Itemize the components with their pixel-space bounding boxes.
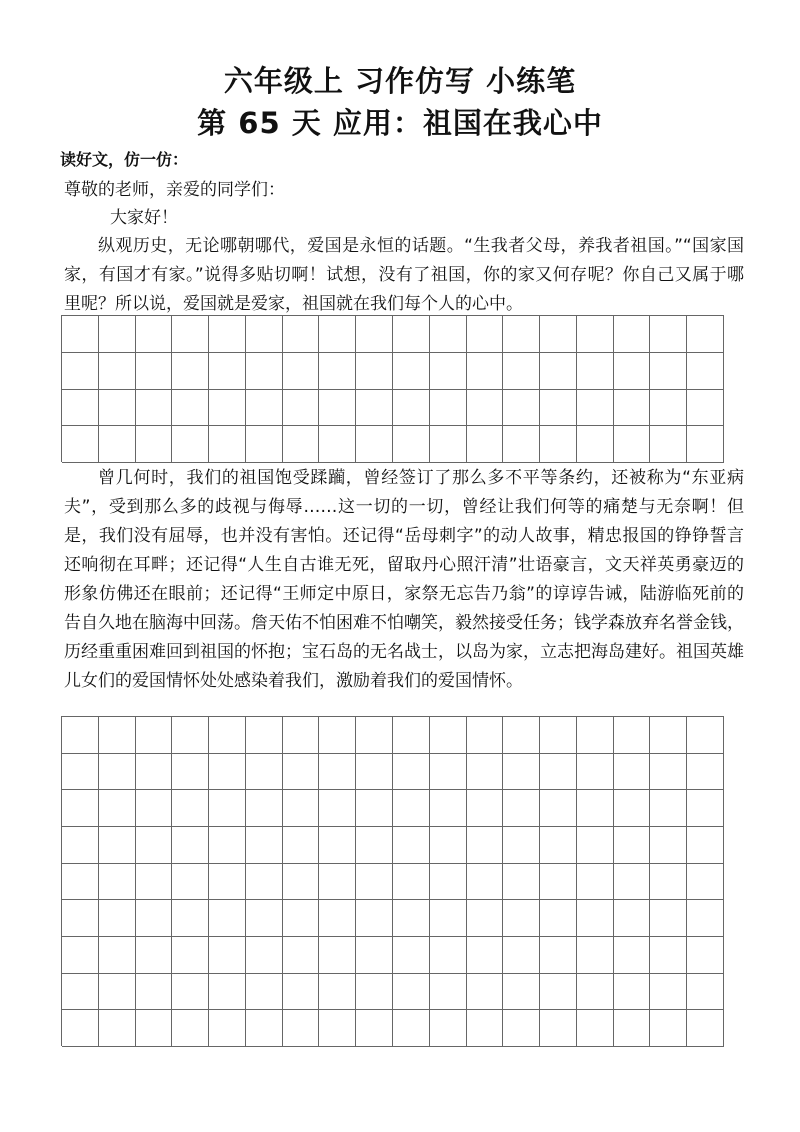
grid-cell[interactable] — [246, 900, 283, 937]
grid-cell[interactable] — [356, 754, 393, 791]
grid-cell[interactable] — [687, 864, 724, 901]
grid-cell[interactable] — [614, 316, 651, 353]
grid-cell[interactable] — [614, 937, 651, 974]
paragraph-1: 纵观历史，无论哪朝哪代，爱国是永恒的话题。“生我者父母，养我者祖国。”“国家国家，有国才有家。”说得多贴切啊！试想，没有了祖国，你的家又何存呢？你自己又属于哪里呢？所以说，爱国就是爱家，祖国就在我们每个人的心中。 — [64, 236, 744, 314]
grid-cell[interactable] — [687, 937, 724, 974]
grid-cell[interactable] — [246, 1010, 283, 1047]
grid-cell[interactable] — [503, 900, 540, 937]
grid-cell[interactable] — [687, 974, 724, 1011]
grid-cell[interactable] — [467, 937, 504, 974]
page-subtitle: 第 65 天 应用：祖国在我心中 — [197, 106, 603, 140]
grid-cell[interactable] — [687, 426, 724, 463]
grid-cell[interactable] — [136, 900, 173, 937]
grid-cell[interactable] — [172, 426, 209, 463]
grid-cell[interactable] — [540, 827, 577, 864]
grid-cell[interactable] — [430, 353, 467, 390]
grid-cell[interactable] — [503, 974, 540, 1011]
grid-cell[interactable] — [393, 717, 430, 754]
grid-cell[interactable] — [577, 974, 614, 1011]
grid-cell[interactable] — [319, 974, 356, 1011]
grid-cell[interactable] — [283, 827, 320, 864]
grid-cell[interactable] — [99, 316, 136, 353]
grid-cell[interactable] — [393, 1010, 430, 1047]
grid-cell[interactable] — [246, 827, 283, 864]
grid-cell[interactable] — [62, 827, 99, 864]
grid-cell[interactable] — [172, 390, 209, 427]
grid-cell[interactable] — [172, 1010, 209, 1047]
grid-cell[interactable] — [62, 390, 99, 427]
grid-cell[interactable] — [430, 900, 467, 937]
grid-cell[interactable] — [650, 353, 687, 390]
grid-cell[interactable] — [650, 316, 687, 353]
greeting-text: 大家好！ — [110, 208, 178, 228]
grid-cell[interactable] — [136, 390, 173, 427]
grid-cell[interactable] — [650, 754, 687, 791]
grid-cell[interactable] — [319, 717, 356, 754]
grid-cell[interactable] — [577, 827, 614, 864]
grid-cell[interactable] — [614, 390, 651, 427]
grid-cell[interactable] — [687, 353, 724, 390]
grid-cell[interactable] — [62, 353, 99, 390]
grid-cell[interactable] — [209, 864, 246, 901]
grid-cell[interactable] — [650, 900, 687, 937]
grid-cell[interactable] — [650, 827, 687, 864]
grid-cell[interactable] — [577, 790, 614, 827]
grid-cell[interactable] — [99, 900, 136, 937]
grid-cell[interactable] — [503, 827, 540, 864]
grid-cell[interactable] — [467, 717, 504, 754]
grid-cell[interactable] — [577, 864, 614, 901]
grid-cell[interactable] — [577, 717, 614, 754]
grid-cell[interactable] — [540, 717, 577, 754]
grid-cell[interactable] — [136, 827, 173, 864]
grid-cell[interactable] — [467, 974, 504, 1011]
grid-cell[interactable] — [356, 717, 393, 754]
grid-cell[interactable] — [319, 754, 356, 791]
grid-cell[interactable] — [356, 900, 393, 937]
grid-cell[interactable] — [319, 937, 356, 974]
grid-cell[interactable] — [99, 426, 136, 463]
grid-cell[interactable] — [650, 1010, 687, 1047]
grid-cell[interactable] — [62, 754, 99, 791]
grid-cell[interactable] — [62, 790, 99, 827]
grid-cell[interactable] — [319, 353, 356, 390]
grid-cell[interactable] — [99, 827, 136, 864]
grid-cell[interactable] — [467, 754, 504, 791]
grid-cell[interactable] — [577, 316, 614, 353]
grid-cell[interactable] — [687, 790, 724, 827]
grid-cell[interactable] — [62, 937, 99, 974]
grid-cell[interactable] — [687, 827, 724, 864]
grid-cell[interactable] — [319, 1010, 356, 1047]
grid-cell[interactable] — [62, 316, 99, 353]
grid-cell[interactable] — [283, 353, 320, 390]
grid-cell[interactable] — [209, 390, 246, 427]
grid-cell[interactable] — [540, 790, 577, 827]
grid-cell[interactable] — [319, 426, 356, 463]
grid-cell[interactable] — [540, 316, 577, 353]
grid-cell[interactable] — [283, 864, 320, 901]
grid-cell[interactable] — [614, 900, 651, 937]
grid-cell[interactable] — [430, 937, 467, 974]
grid-cell[interactable] — [687, 1010, 724, 1047]
grid-cell[interactable] — [577, 390, 614, 427]
grid-cell[interactable] — [246, 864, 283, 901]
grid-cell[interactable] — [209, 937, 246, 974]
grid-cell[interactable] — [172, 353, 209, 390]
grid-cell[interactable] — [172, 900, 209, 937]
grid-cell[interactable] — [577, 754, 614, 791]
grid-cell[interactable] — [614, 426, 651, 463]
grid-cell[interactable] — [614, 1010, 651, 1047]
grid-cell[interactable] — [540, 390, 577, 427]
grid-cell[interactable] — [209, 790, 246, 827]
grid-cell[interactable] — [246, 353, 283, 390]
grid-cell[interactable] — [62, 864, 99, 901]
grid-cell[interactable] — [650, 390, 687, 427]
grid-cell[interactable] — [209, 353, 246, 390]
grid-cell[interactable] — [283, 1010, 320, 1047]
grid-cell[interactable] — [62, 717, 99, 754]
grid-cell[interactable] — [467, 426, 504, 463]
grid-cell[interactable] — [503, 390, 540, 427]
grid-cell[interactable] — [283, 974, 320, 1011]
grid-cell[interactable] — [356, 864, 393, 901]
grid-cell[interactable] — [319, 900, 356, 937]
grid-cell[interactable] — [540, 974, 577, 1011]
grid-cell[interactable] — [136, 937, 173, 974]
grid-cell[interactable] — [467, 1010, 504, 1047]
grid-cell[interactable] — [209, 754, 246, 791]
grid-cell[interactable] — [283, 390, 320, 427]
grid-cell[interactable] — [356, 390, 393, 427]
page-title: 六年级上 习作仿写 小练笔 — [223, 64, 577, 98]
grid-cell[interactable] — [356, 316, 393, 353]
grid-cell[interactable] — [99, 974, 136, 1011]
grid-cell[interactable] — [503, 754, 540, 791]
writing-grid-2[interactable] — [61, 716, 724, 1046]
grid-cell[interactable] — [246, 316, 283, 353]
grid-cell[interactable] — [503, 717, 540, 754]
grid-cell[interactable] — [503, 353, 540, 390]
grid-cell[interactable] — [540, 937, 577, 974]
grid-cell[interactable] — [356, 974, 393, 1011]
grid-cell[interactable] — [209, 974, 246, 1011]
grid-cell[interactable] — [356, 827, 393, 864]
grid-cell[interactable] — [577, 426, 614, 463]
grid-cell[interactable] — [467, 864, 504, 901]
grid-cell[interactable] — [614, 790, 651, 827]
grid-cell[interactable] — [687, 754, 724, 791]
grid-cell[interactable] — [393, 353, 430, 390]
grid-cell[interactable] — [172, 717, 209, 754]
grid-cell[interactable] — [246, 717, 283, 754]
grid-cell[interactable] — [430, 754, 467, 791]
grid-cell[interactable] — [393, 426, 430, 463]
grid-cell[interactable] — [503, 864, 540, 901]
grid-cell[interactable] — [614, 827, 651, 864]
grid-cell[interactable] — [99, 353, 136, 390]
grid-cell[interactable] — [687, 390, 724, 427]
grid-cell[interactable] — [99, 717, 136, 754]
grid-cell[interactable] — [393, 864, 430, 901]
grid-cell[interactable] — [172, 864, 209, 901]
grid-cell[interactable] — [467, 316, 504, 353]
grid-cell[interactable] — [430, 827, 467, 864]
grid-cell[interactable] — [614, 754, 651, 791]
grid-cell[interactable] — [319, 390, 356, 427]
grid-cell[interactable] — [467, 390, 504, 427]
grid-cell[interactable] — [393, 827, 430, 864]
grid-cell[interactable] — [283, 937, 320, 974]
grid-cell[interactable] — [246, 426, 283, 463]
grid-cell[interactable] — [209, 426, 246, 463]
grid-cell[interactable] — [356, 937, 393, 974]
grid-cell[interactable] — [99, 790, 136, 827]
grid-cell[interactable] — [136, 974, 173, 1011]
grid-cell[interactable] — [356, 790, 393, 827]
grid-cell[interactable] — [246, 937, 283, 974]
grid-cell[interactable] — [393, 900, 430, 937]
grid-cell[interactable] — [209, 717, 246, 754]
grid-cell[interactable] — [503, 1010, 540, 1047]
grid-cell[interactable] — [136, 754, 173, 791]
grid-cell[interactable] — [467, 790, 504, 827]
grid-cell[interactable] — [283, 754, 320, 791]
grid-cell[interactable] — [99, 864, 136, 901]
grid-cell[interactable] — [614, 717, 651, 754]
grid-cell[interactable] — [650, 426, 687, 463]
grid-cell[interactable] — [650, 790, 687, 827]
grid-cell[interactable] — [172, 974, 209, 1011]
grid-cell[interactable] — [540, 426, 577, 463]
grid-cell[interactable] — [467, 900, 504, 937]
grid-cell[interactable] — [430, 717, 467, 754]
grid-cell[interactable] — [246, 754, 283, 791]
grid-cell[interactable] — [209, 900, 246, 937]
grid-cell[interactable] — [283, 426, 320, 463]
grid-cell[interactable] — [99, 1010, 136, 1047]
grid-cell[interactable] — [209, 316, 246, 353]
salutation-text: 尊敬的老师，亲爱的同学们： — [64, 180, 285, 200]
grid-cell[interactable] — [172, 790, 209, 827]
grid-cell[interactable] — [62, 426, 99, 463]
grid-cell[interactable] — [172, 754, 209, 791]
grid-cell[interactable] — [356, 1010, 393, 1047]
grid-cell[interactable] — [209, 1010, 246, 1047]
grid-cell[interactable] — [430, 864, 467, 901]
grid-cell[interactable] — [209, 827, 246, 864]
grid-cell[interactable] — [99, 390, 136, 427]
grid-cell[interactable] — [283, 316, 320, 353]
grid-cell[interactable] — [136, 1010, 173, 1047]
grid-cell[interactable] — [577, 353, 614, 390]
grid-cell[interactable] — [650, 974, 687, 1011]
grid-cell[interactable] — [393, 974, 430, 1011]
grid-cell[interactable] — [650, 717, 687, 754]
grid-cell[interactable] — [577, 1010, 614, 1047]
grid-cell[interactable] — [430, 390, 467, 427]
grid-cell[interactable] — [136, 353, 173, 390]
grid-cell[interactable] — [430, 974, 467, 1011]
grid-cell[interactable] — [540, 353, 577, 390]
grid-cell[interactable] — [136, 790, 173, 827]
grid-cell[interactable] — [356, 426, 393, 463]
grid-cell[interactable] — [136, 316, 173, 353]
grid-cell[interactable] — [136, 864, 173, 901]
grid-cell[interactable] — [577, 937, 614, 974]
grid-cell[interactable] — [99, 754, 136, 791]
grid-cell[interactable] — [393, 790, 430, 827]
grid-cell[interactable] — [283, 900, 320, 937]
writing-grid-1[interactable] — [61, 315, 724, 462]
grid-cell[interactable] — [172, 316, 209, 353]
grid-cell[interactable] — [319, 827, 356, 864]
grid-cell[interactable] — [136, 426, 173, 463]
grid-cell[interactable] — [246, 790, 283, 827]
grid-cell[interactable] — [172, 827, 209, 864]
grid-cell[interactable] — [614, 864, 651, 901]
grid-cell[interactable] — [467, 827, 504, 864]
grid-cell[interactable] — [687, 717, 724, 754]
paragraph-2: 曾几何时，我们的祖国饱受蹂躏，曾经签订了那么多不平等条约，还被称为“东亚病夫”，受到那么多的歧视与侮辱……这一切的一切，曾经让我们何等的痛楚与无奈啊！但是，我们没有屈辱，也并没有害怕。还记得“岳母刺字”的动人故事，精忠报国的铮铮誓言还响彻在耳畔；还记得“人生自古谁无死，留取丹心照汗清”壮语豪言，文天祥英勇豪迈的形象仿佛还在眼前；还记得“王师定中原日，家祭无忘告乃翁”的谆谆告诫，陆游临死前的告自久地在脑海中回荡。詹天佑不怕困难不怕嘲笑，毅然接受任务；钱学森放弃名誉金钱，历经重重困难回到祖国的怀抱；宝石岛的无名战士，以岛为家，立志把海岛建好。祖国英雄儿女们的爱国情怀处处感染着我们，激励着我们的爱国情怀。 — [64, 468, 744, 691]
grid-cell[interactable] — [172, 937, 209, 974]
grid-cell[interactable] — [430, 426, 467, 463]
grid-cell[interactable] — [319, 864, 356, 901]
grid-cell[interactable] — [614, 353, 651, 390]
grid-cell[interactable] — [430, 316, 467, 353]
grid-cell[interactable] — [430, 790, 467, 827]
grid-cell[interactable] — [503, 790, 540, 827]
grid-cell[interactable] — [687, 316, 724, 353]
grid-cell[interactable] — [319, 316, 356, 353]
grid-cell[interactable] — [136, 717, 173, 754]
grid-cell[interactable] — [540, 1010, 577, 1047]
grid-cell[interactable] — [393, 754, 430, 791]
grid-cell[interactable] — [283, 790, 320, 827]
grid-cell[interactable] — [503, 937, 540, 974]
grid-cell[interactable] — [283, 717, 320, 754]
grid-cell[interactable] — [99, 937, 136, 974]
grid-cell[interactable] — [62, 1010, 99, 1047]
grid-cell[interactable] — [430, 1010, 467, 1047]
grid-cell[interactable] — [503, 316, 540, 353]
grid-cell[interactable] — [356, 353, 393, 390]
grid-cell[interactable] — [540, 864, 577, 901]
grid-cell[interactable] — [246, 390, 283, 427]
grid-cell[interactable] — [577, 900, 614, 937]
grid-cell[interactable] — [246, 974, 283, 1011]
grid-cell[interactable] — [319, 790, 356, 827]
grid-cell[interactable] — [393, 316, 430, 353]
section-label: 读好文，仿一仿： — [60, 150, 189, 169]
grid-cell[interactable] — [503, 426, 540, 463]
grid-cell[interactable] — [614, 974, 651, 1011]
grid-cell[interactable] — [62, 900, 99, 937]
grid-cell[interactable] — [62, 974, 99, 1011]
grid-cell[interactable] — [393, 390, 430, 427]
grid-cell[interactable] — [467, 353, 504, 390]
grid-cell[interactable] — [650, 937, 687, 974]
grid-cell[interactable] — [540, 754, 577, 791]
grid-cell[interactable] — [393, 937, 430, 974]
grid-cell[interactable] — [687, 900, 724, 937]
grid-cell[interactable] — [540, 900, 577, 937]
grid-cell[interactable] — [650, 864, 687, 901]
